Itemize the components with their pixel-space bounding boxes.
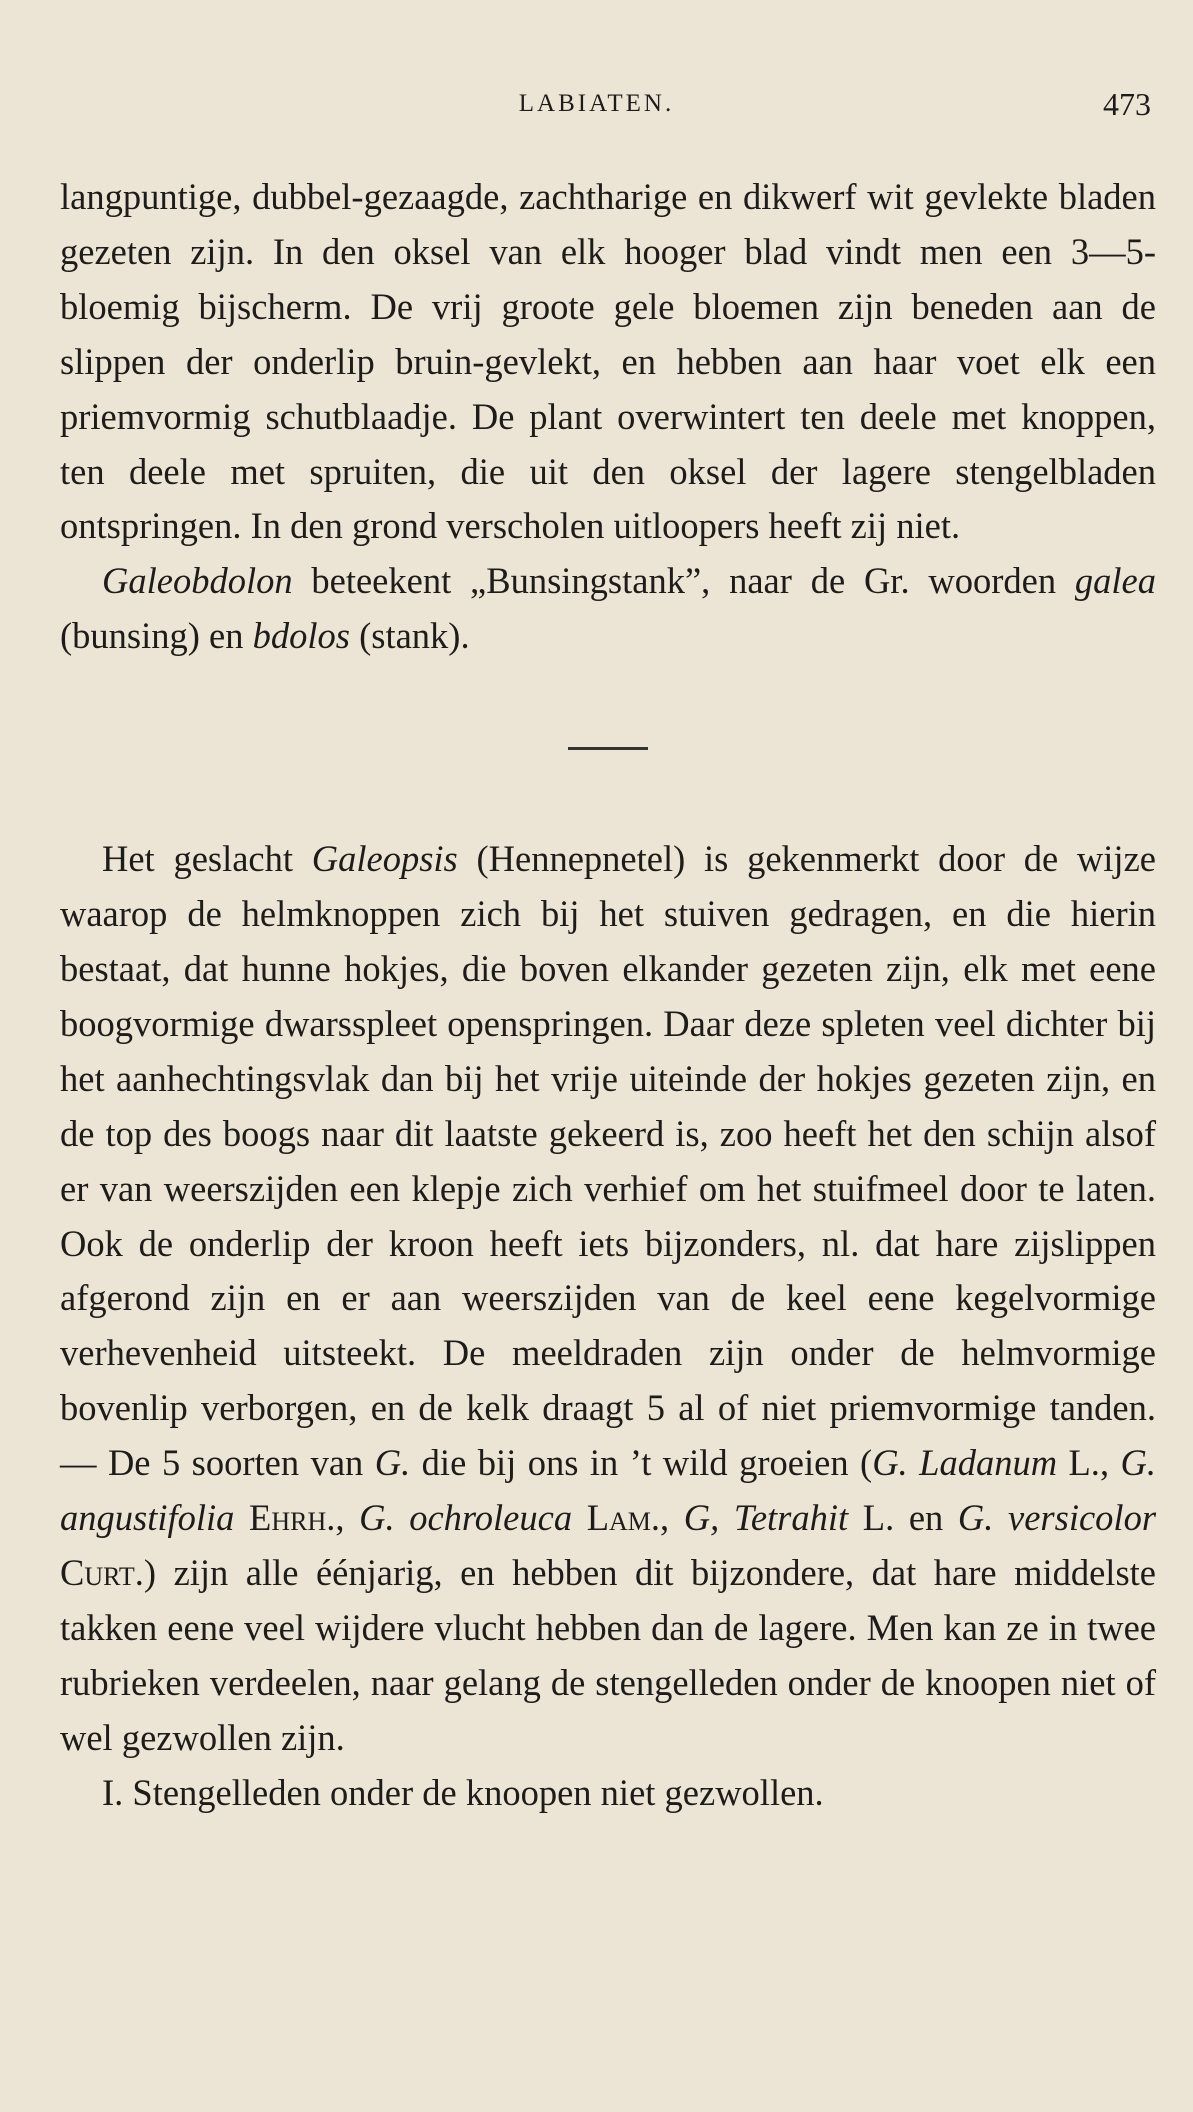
- author: Curt.: [60, 1551, 144, 1593]
- subsection-heading: I. Stengelleden onder de knoopen niet gezwollen.: [102, 1771, 824, 1813]
- genus-name: Galeopsis: [311, 838, 458, 880]
- author: Ehrh.: [249, 1497, 336, 1539]
- text: (bunsing) en: [60, 615, 253, 657]
- author: Lam.: [586, 1497, 661, 1539]
- separator: ,: [1099, 1442, 1121, 1484]
- paragraph-continued: langpuntige, dubbel-gezaagde, zachtharige en dikwerf wit gevlekte bladen gezeten zijn. In den oksel van elk hooger blad vindt men een 3—5-bloemig bijscherm. De vrij groote gele bloemen zijn beneden aan de slippen der onderlip bruin-gevlekt, en hebben aan haar voet elk een priemvormig schutblaadje. De plant overwintert ten deele met knoppen, ten deele met spruiten, die uit den oksel der lagere stengelbladen ontspringen. In den grond verscholen uitloopers heeft zij niet.: [60, 176, 1156, 547]
- author: L.: [1068, 1442, 1100, 1484]
- species-angustifolia: G. angustifolia: [60, 1442, 1156, 1539]
- genus-abbrev: G.: [374, 1442, 411, 1484]
- page-body: [60, 170, 1156, 1820]
- running-header: [0, 86, 1193, 130]
- text: (stank).: [349, 615, 470, 657]
- divider-rule: [568, 747, 648, 750]
- running-title: LABIATEN.: [518, 90, 675, 117]
- author: L.: [862, 1497, 895, 1539]
- text: die bij ons in ’t wild groeien (: [410, 1442, 873, 1484]
- species-versicolor: G. versicolor: [957, 1497, 1157, 1539]
- separator: en: [894, 1497, 958, 1539]
- section-divider: [60, 664, 1156, 832]
- term-galea: galea: [1074, 560, 1156, 602]
- species-ladanum: G. Ladanum: [872, 1442, 1058, 1484]
- term-bdolos: bdolos: [252, 615, 350, 657]
- paragraph-galeopsis: [60, 832, 1156, 1765]
- paragraph-etymology: [60, 554, 1156, 664]
- text: beteekent „Bunsingstank”, naar de Gr. woorden: [292, 560, 1075, 602]
- text: (Hennepnetel) is gekenmerkt door de wijze waarop de helmknoppen zich bij het stuiven gedragen, en die hierin bestaat, dat hunne hokjes, die boven elkander gezeten zijn, elk met eene boogvormige dwarsspleet openspringen. Daar deze spleten veel dichter bij het aanhechtingsvlak dan bij het vrije uiteinde der hokjes gezeten zijn, en de top des boogs naar dit laatste gekeerd is, zoo heeft het den schijn alsof er van weerszijden een klepje zich verhief om het stuifmeel door te laten. Ook de onderlip der kroon heeft iets bijzonders, nl. dat hare zijslippen afgerond zijn en er aan weerszijden van de keel eene kegelvormige verhevenheid uitsteekt. De meeldraden zijn onder de helmvormige bovenlip verborgen, en de kelk draagt 5 al of niet priemvormige tanden. — De 5 soorten van: [60, 838, 1156, 1484]
- separator: ,: [660, 1497, 684, 1539]
- species-ochroleuca: G. ochroleuca: [359, 1497, 573, 1539]
- text: ) zijn alle éénjarig, en hebben dit bijzondere, dat hare middelste takken eene veel wijdere vlucht hebben dan de lagere. Men kan ze in twee rubrieken verdeelen, naar gelang de stengelleden onder de knoopen niet of wel gezwollen zijn.: [60, 1551, 1156, 1758]
- text: Het geslacht: [102, 838, 312, 880]
- separator: ,: [335, 1497, 360, 1539]
- species-tetrahit: G, Tetrahit: [683, 1497, 849, 1539]
- term-galeobdolon: Galeobdolon: [102, 560, 293, 602]
- page-number: 473: [1103, 86, 1151, 122]
